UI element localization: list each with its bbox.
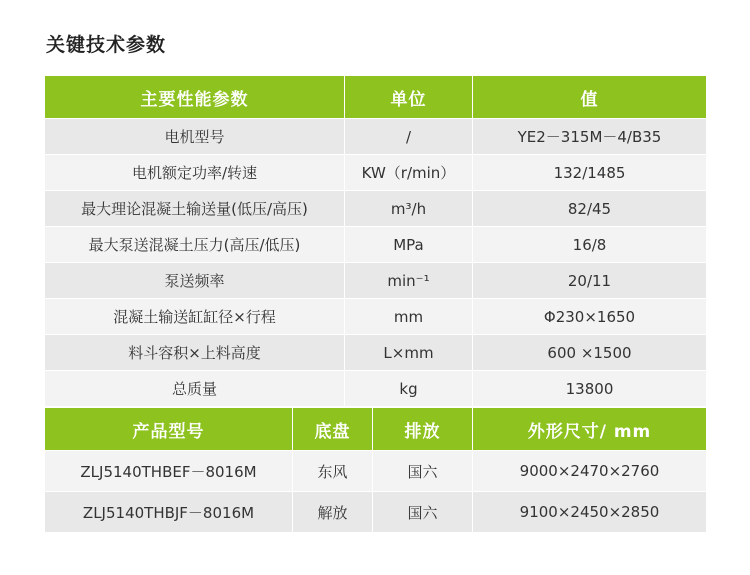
cell-value: 132/1485	[473, 155, 707, 191]
cell-parameter: 最大理论混凝土输送量(低压/高压)	[45, 191, 345, 227]
cell-model: ZLJ5140THBJF－8016M	[45, 492, 293, 533]
cell-unit: KW（r/min）	[345, 155, 473, 191]
model-spec-table	[44, 407, 707, 533]
header-cell-value: 值	[473, 76, 707, 119]
cell-emission: 国六	[373, 492, 473, 533]
cell-unit: kg	[345, 371, 473, 407]
main-spec-table	[44, 75, 707, 407]
cell-parameter: 最大泵送混凝土压力(高压/低压)	[45, 227, 345, 263]
header-cell-unit: 单位	[345, 76, 473, 119]
header-cell-dimensions: 外形尺寸/ mm	[473, 408, 707, 451]
table-row	[45, 371, 707, 407]
page-title: 关键技术参数	[46, 34, 167, 56]
header-cell-model: 产品型号	[45, 408, 293, 451]
cell-value: YE2－315M－4/B35	[473, 119, 707, 155]
cell-unit: m³/h	[345, 191, 473, 227]
cell-value: 600 ×1500	[473, 335, 707, 371]
cell-value: 20/11	[473, 263, 707, 299]
cell-dimensions: 9100×2450×2850	[473, 492, 707, 533]
cell-value: Φ230×1650	[473, 299, 707, 335]
cell-value: 16/8	[473, 227, 707, 263]
cell-chassis: 解放	[293, 492, 373, 533]
table-row	[45, 119, 707, 155]
header-cell-emission: 排放	[373, 408, 473, 451]
cell-dimensions: 9000×2470×2760	[473, 451, 707, 492]
table-header-row	[45, 76, 707, 119]
table-row	[45, 263, 707, 299]
cell-value: 13800	[473, 371, 707, 407]
cell-emission: 国六	[373, 451, 473, 492]
table-row	[45, 335, 707, 371]
model-header-row	[45, 408, 707, 451]
cell-parameter: 泵送频率	[45, 263, 345, 299]
table-row	[45, 451, 707, 492]
cell-unit: /	[345, 119, 473, 155]
cell-unit: L×mm	[345, 335, 473, 371]
table-row	[45, 492, 707, 533]
cell-unit: MPa	[345, 227, 473, 263]
cell-chassis: 东风	[293, 451, 373, 492]
cell-unit: mm	[345, 299, 473, 335]
table-row	[45, 155, 707, 191]
cell-parameter: 总质量	[45, 371, 345, 407]
cell-parameter: 料斗容积×上料高度	[45, 335, 345, 371]
cell-unit: min⁻¹	[345, 263, 473, 299]
table-row	[45, 299, 707, 335]
cell-parameter: 混凝土输送缸缸径×行程	[45, 299, 345, 335]
cell-parameter: 电机型号	[45, 119, 345, 155]
cell-model: ZLJ5140THBEF－8016M	[45, 451, 293, 492]
header-cell-parameter: 主要性能参数	[45, 76, 345, 119]
table-row	[45, 191, 707, 227]
header-cell-chassis: 底盘	[293, 408, 373, 451]
cell-parameter: 电机额定功率/转速	[45, 155, 345, 191]
cell-value: 82/45	[473, 191, 707, 227]
table-row	[45, 227, 707, 263]
